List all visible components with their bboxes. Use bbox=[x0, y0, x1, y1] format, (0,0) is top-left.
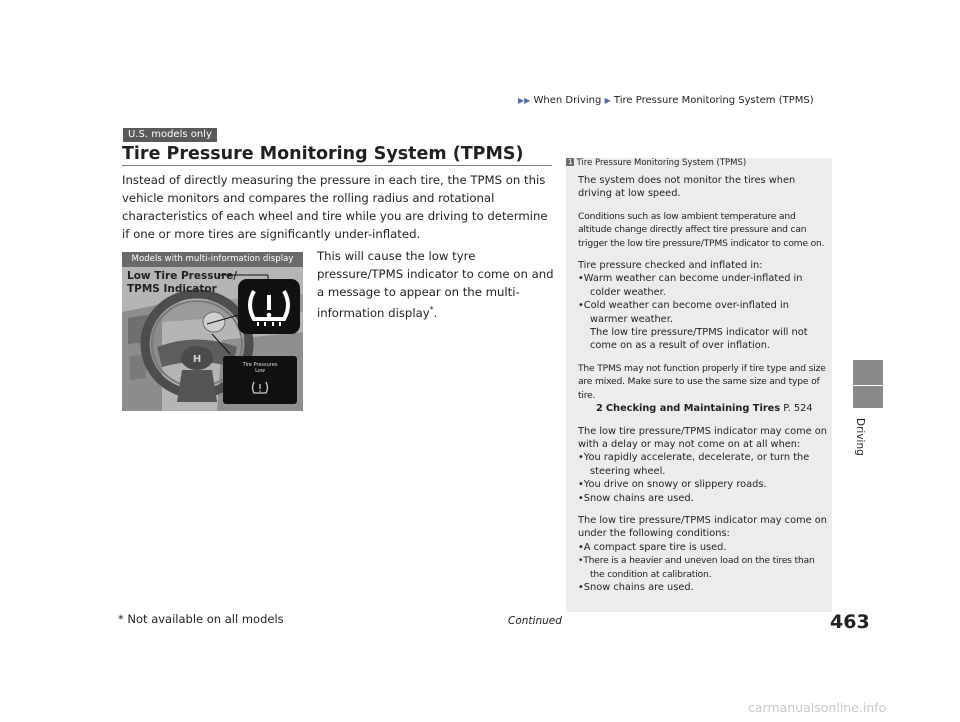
sidebar-p6: The low tire pressure/TPMS indicator may come on under the following conditions: bbox=[578, 514, 827, 540]
footnote-marker[interactable]: * bbox=[429, 305, 434, 314]
figure-header: Models with multi-information display bbox=[122, 252, 303, 267]
watermark: carmanualsonline.info bbox=[748, 700, 887, 715]
sidebar-bullet bbox=[578, 541, 828, 554]
sidebar-p4: The TPMS may not function properly if tire type and size are mixed. Make sure to use the same size and type of tire. bbox=[578, 362, 826, 401]
sidebar-header bbox=[566, 158, 746, 168]
sidebar-bullet bbox=[578, 299, 828, 326]
crossref-page[interactable]: P. 524 bbox=[783, 403, 813, 415]
chapter-label[interactable]: Driving bbox=[854, 418, 866, 456]
figure-label-line2: TPMS Indicator bbox=[127, 283, 217, 295]
figure-label-line1: Low Tire Pressure/ bbox=[127, 270, 238, 282]
sidebar-header-text: Tire Pressure Monitoring System (TPMS) bbox=[576, 158, 747, 168]
display-line1: Tire Pressures bbox=[242, 362, 278, 368]
continued-label: Continued bbox=[508, 615, 562, 627]
crossref-link[interactable] bbox=[578, 402, 828, 415]
bullet-text: Snow chains are used. bbox=[583, 492, 694, 504]
figure-label bbox=[127, 270, 237, 296]
chapter-tab-divider bbox=[853, 385, 883, 386]
sidebar-bullet bbox=[578, 554, 828, 581]
cause-text: This will cause the low tyre pressure/TPMS indicator to come on and a message to appear on the multi-information display bbox=[317, 249, 554, 320]
tpms-warning-icon bbox=[223, 378, 297, 398]
bullet-mark: • bbox=[578, 541, 584, 553]
footnote: * Not available on all models bbox=[118, 612, 284, 626]
bullet-text: A compact spare tire is used. bbox=[583, 541, 727, 553]
bullet-mark: • bbox=[578, 581, 584, 593]
sidebar-bullet bbox=[578, 581, 828, 594]
arrow-right-icon: ▶ bbox=[604, 96, 611, 105]
crossref-title[interactable]: Checking and Maintaining Tires bbox=[605, 403, 781, 415]
dashboard-illustration bbox=[122, 252, 303, 411]
breadcrumb bbox=[518, 95, 814, 106]
multi-information-display bbox=[223, 356, 297, 404]
bullet-mark: • bbox=[578, 300, 584, 312]
bullet-mark: • bbox=[578, 452, 584, 464]
sidebar-ref-number: 1 bbox=[568, 158, 573, 166]
intro-paragraph: Instead of directly measuring the pressure in each tire, the TPMS on this vehicle monitors and compares the rolling radius and rotational characteristics of each wheel and tire while you are driving to determine if one or more tires are significantly under-inflated. bbox=[122, 173, 548, 241]
sidebar-p5: The low tire pressure/TPMS indicator may come on with a delay or may not come on at all when: bbox=[578, 425, 827, 450]
bullet-text: Cold weather can become over-inflated in warmer weather. bbox=[583, 300, 789, 325]
sidebar-p2: Conditions such as low ambient temperature and altitude change directly affect tire pressure and can trigger the low tire pressure/TPMS indicator to come on. bbox=[578, 210, 825, 249]
sidebar-bullet bbox=[578, 272, 828, 299]
bullet-text: You drive on snowy or slippery roads. bbox=[583, 479, 767, 491]
cause-paragraph bbox=[317, 247, 557, 322]
bullet-mark: • bbox=[578, 273, 584, 285]
sidebar-bullet bbox=[578, 492, 828, 505]
bullet-mark: • bbox=[578, 479, 584, 491]
bullet-text: You rapidly accelerate, decelerate, or turn the steering wheel. bbox=[583, 452, 810, 477]
chapter-tab[interactable] bbox=[853, 360, 883, 408]
bullet-text: Warm weather can become under-inflated in colder weather. bbox=[583, 273, 803, 298]
sidebar-body bbox=[578, 174, 828, 594]
tpms-warning-symbol bbox=[238, 279, 300, 334]
bullet-mark: • bbox=[578, 492, 584, 504]
section-title: Tire Pressure Monitoring System (TPMS) bbox=[122, 144, 524, 164]
region-tag: U.S. models only bbox=[123, 128, 217, 142]
breadcrumb-level2[interactable]: Tire Pressure Monitoring System (TPMS) bbox=[613, 95, 814, 106]
tpms-warning-icon bbox=[238, 279, 300, 334]
sidebar-bullet bbox=[578, 451, 828, 478]
arrow-right-icon: ▶▶ bbox=[518, 96, 531, 105]
svg-text:H: H bbox=[192, 354, 202, 365]
sidebar-bullet bbox=[578, 478, 828, 491]
breadcrumb-level1[interactable]: When Driving bbox=[533, 95, 602, 106]
sidebar-p1: The system does not monitor the tires when driving at low speed. bbox=[578, 175, 796, 200]
sidebar-bullet-continuation: The low tire pressure/TPMS indicator will not come on as a result of over inflation. bbox=[590, 327, 808, 352]
crossref-icon: 2 bbox=[596, 403, 603, 415]
display-line2: Low bbox=[255, 368, 265, 374]
bullet-mark: • bbox=[578, 555, 584, 567]
page-number: 463 bbox=[830, 611, 870, 633]
bullet-text: There is a heavier and uneven load on the tires than the condition at calibration. bbox=[583, 555, 815, 580]
title-divider bbox=[122, 165, 552, 166]
sidebar-p3: Tire pressure checked and inflated in: bbox=[578, 260, 763, 272]
bullet-text: Snow chains are used. bbox=[583, 581, 694, 593]
cause-end: . bbox=[433, 305, 438, 320]
